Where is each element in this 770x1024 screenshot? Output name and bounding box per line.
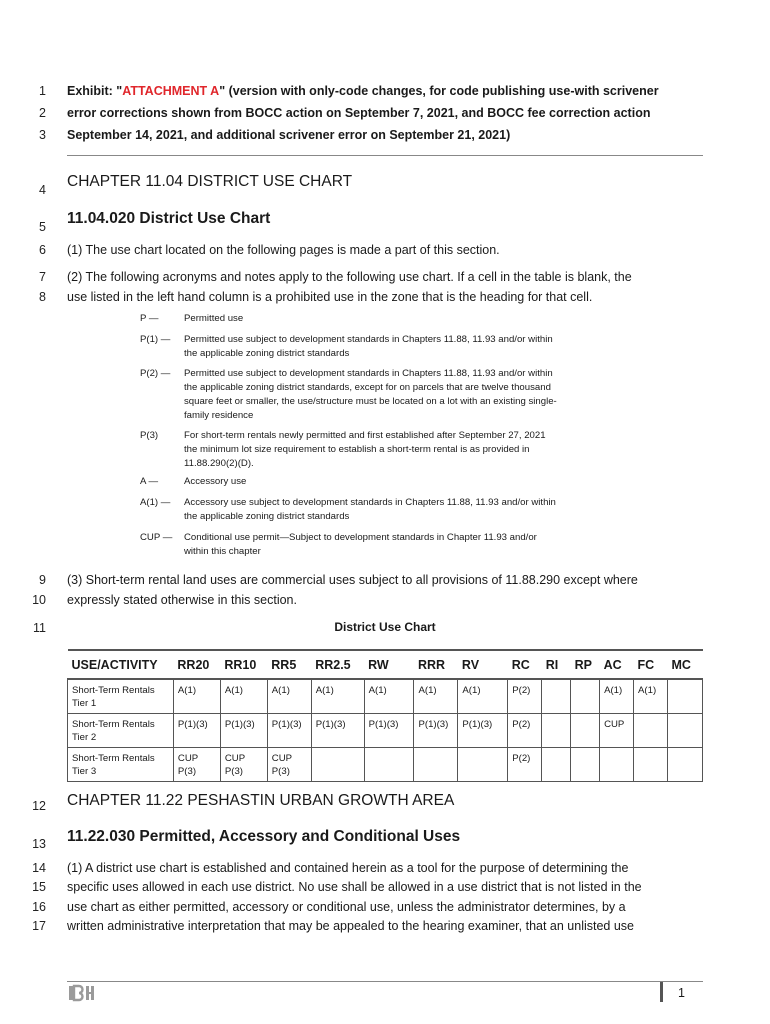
line-number: 4 — [39, 183, 46, 197]
chart-title: District Use Chart — [334, 620, 436, 634]
table-cell — [571, 679, 600, 714]
column-header-rr20: RR20 — [173, 650, 220, 679]
paragraph-line: use chart as either permitted, accessory or conditional use, unless the administrator determines, by a — [67, 900, 626, 914]
paragraph-line: specific uses allowed in each use district. No use shall be allowed in a use district that is not listed in the — [67, 880, 642, 894]
chapter-title: CHAPTER 11.04 DISTRICT USE CHART — [67, 173, 353, 190]
line-number: 12 — [32, 799, 46, 813]
legend-description: Permitted use subject to development standards in Chapters 11.88, 11.93 and/or within the applicable zoning district standards — [184, 334, 553, 359]
table-cell: A(1) — [364, 679, 414, 714]
table-cell — [571, 748, 600, 782]
table-cell: P(1)(3) — [414, 714, 458, 748]
column-header-ri: RI — [542, 650, 571, 679]
table-cell: A(1) — [267, 679, 311, 714]
column-header-rv: RV — [458, 650, 508, 679]
use-cell: Short-Term Rentals Tier 2 — [68, 714, 174, 748]
legend-key: P(3) — [140, 430, 159, 441]
table-cell — [634, 714, 668, 748]
column-header-ac: AC — [600, 650, 634, 679]
table-cell: P(2) — [508, 714, 542, 748]
paragraph-1: (1) The use chart located on the following pages is made a part of this section. — [67, 243, 500, 257]
table-cell: A(1) — [220, 679, 267, 714]
table-cell — [542, 748, 571, 782]
legend-description: Permitted use — [184, 313, 244, 324]
table-cell: A(1) — [634, 679, 668, 714]
line-number: 16 — [32, 900, 46, 914]
table-cell: A(1) — [173, 679, 220, 714]
table-cell — [311, 748, 364, 782]
legend-key: A — — [140, 476, 159, 487]
paragraph-2-line-1: (2) The following acronyms and notes apply to the following use chart. If a cell in the table is blank, the — [67, 270, 632, 284]
column-header-rw: RW — [364, 650, 414, 679]
legend-key: P — — [140, 313, 159, 324]
table-row — [68, 679, 703, 714]
column-header-rp: RP — [571, 650, 600, 679]
table-cell: A(1) — [414, 679, 458, 714]
legend-key: P(2) — — [140, 368, 171, 379]
table-cell — [542, 714, 571, 748]
table-cell — [364, 748, 414, 782]
line-number: 9 — [39, 573, 46, 587]
table-cell — [571, 714, 600, 748]
section-title: 11.22.030 Permitted, Accessory and Conditional Uses — [67, 828, 461, 845]
table-cell: P(1)(3) — [173, 714, 220, 748]
legend-description: Permitted use subject to development standards in Chapters 11.88, 11.93 and/or within the applicable zoning district standards, except for on parcels that are twelve thousand square feet or smaller, the use/structure must be located on a lot with an existing single- family residence — [184, 368, 557, 421]
paragraph-line: (1) A district use chart is established and contained herein as a tool for the purpose of determining the — [67, 861, 629, 875]
line-number: 14 — [32, 861, 46, 875]
table-cell: P(1)(3) — [458, 714, 508, 748]
line-number: 13 — [32, 837, 46, 851]
table-cell: A(1) — [458, 679, 508, 714]
table-cell: A(1) — [311, 679, 364, 714]
footer-divider — [67, 981, 703, 982]
line-number: 2 — [39, 106, 46, 120]
table-cell: P(1)(3) — [364, 714, 414, 748]
column-header-use: USE/ACTIVITY — [68, 650, 174, 679]
line-number: 8 — [39, 290, 46, 304]
exhibit-prefix: Exhibit: " — [67, 84, 123, 98]
exhibit-header-line-1 — [67, 84, 659, 98]
attachment-label: ATTACHMENT A — [122, 84, 220, 98]
table-cell: P(2) — [508, 748, 542, 782]
legend-key: A(1) — — [140, 497, 171, 508]
table-cell — [667, 714, 702, 748]
table-cell: P(2) — [508, 679, 542, 714]
exhibit-header-line-2: error corrections shown from BOCC action on September 7, 2021, and BOCC fee correction action — [67, 106, 651, 120]
column-header-mc: MC — [667, 650, 702, 679]
table-cell: A(1) — [600, 679, 634, 714]
district-use-table — [67, 649, 703, 782]
column-header-rr2-5: RR2.5 — [311, 650, 364, 679]
bh-logo-icon — [69, 984, 99, 1002]
legend-key: P(1) — — [140, 334, 171, 345]
footer-bar — [660, 982, 663, 1002]
table-cell: P(1)(3) — [267, 714, 311, 748]
line-number: 17 — [32, 919, 46, 933]
line-number: 5 — [39, 220, 46, 234]
table-cell — [667, 748, 702, 782]
page-number: 1 — [678, 986, 685, 1000]
table-cell — [634, 748, 668, 782]
table-cell: CUP P(3) — [267, 748, 311, 782]
column-header-rrr: RRR — [414, 650, 458, 679]
chapter-title: CHAPTER 11.22 PESHASTIN URBAN GROWTH AREA — [67, 792, 455, 809]
column-header-rr10: RR10 — [220, 650, 267, 679]
column-header-fc: FC — [634, 650, 668, 679]
table-row — [68, 714, 703, 748]
paragraph-3-line-1: (3) Short-term rental land uses are commercial uses subject to all provisions of 11.88.290 except where — [67, 573, 638, 587]
header-divider — [67, 155, 703, 156]
legend-description: Accessory use subject to development standards in Chapters 11.88, 11.93 and/or within the applicable zoning district standards — [184, 497, 556, 522]
table-cell — [458, 748, 508, 782]
line-number: 10 — [32, 593, 46, 607]
column-header-rr5: RR5 — [267, 650, 311, 679]
table-cell: P(1)(3) — [220, 714, 267, 748]
exhibit-header-line-3: September 14, 2021, and additional scrivener error on September 21, 2021) — [67, 128, 511, 142]
table-cell: CUP — [600, 714, 634, 748]
table-header-row — [68, 650, 703, 679]
line-number: 15 — [32, 880, 46, 894]
line-number: 11 — [33, 621, 46, 635]
table-cell: CUP P(3) — [220, 748, 267, 782]
legend-description: Conditional use permit—Subject to development standards in Chapter 11.93 and/or within this chapter — [184, 532, 537, 557]
paragraph-line: written administrative interpretation that may be appealed to the hearing examiner, that an unlisted use — [67, 919, 635, 933]
table-cell — [667, 679, 702, 714]
paragraph-3-line-2: expressly stated otherwise in this section. — [67, 593, 297, 607]
paragraph-2-line-2: use listed in the left hand column is a prohibited use in the zone that is the heading for that cell. — [67, 290, 593, 304]
table-cell — [600, 748, 634, 782]
legend-description: Accessory use — [184, 476, 247, 487]
line-number: 7 — [39, 270, 46, 284]
use-cell: Short-Term Rentals Tier 3 — [68, 748, 174, 782]
use-cell: Short-Term Rentals Tier 1 — [68, 679, 174, 714]
line-number: 6 — [39, 243, 46, 257]
table-cell: CUP P(3) — [173, 748, 220, 782]
line-number: 3 — [39, 128, 46, 142]
table-cell — [414, 748, 458, 782]
legend-key: CUP — — [140, 532, 173, 543]
exhibit-rest: " (version with only-code changes, for code publishing use-with scrivener — [219, 84, 659, 98]
table-row — [68, 748, 703, 782]
table-cell: P(1)(3) — [311, 714, 364, 748]
legend-description: For short-term rentals newly permitted and first established after September 27, 2021 the minimum lot size requirement to establish a short-term rental is as provided in 11.88.290(2)(D). — [184, 430, 546, 469]
section-title: 11.04.020 District Use Chart — [67, 210, 271, 227]
column-header-rc: RC — [508, 650, 542, 679]
table-cell — [542, 679, 571, 714]
line-number: 1 — [39, 84, 46, 98]
